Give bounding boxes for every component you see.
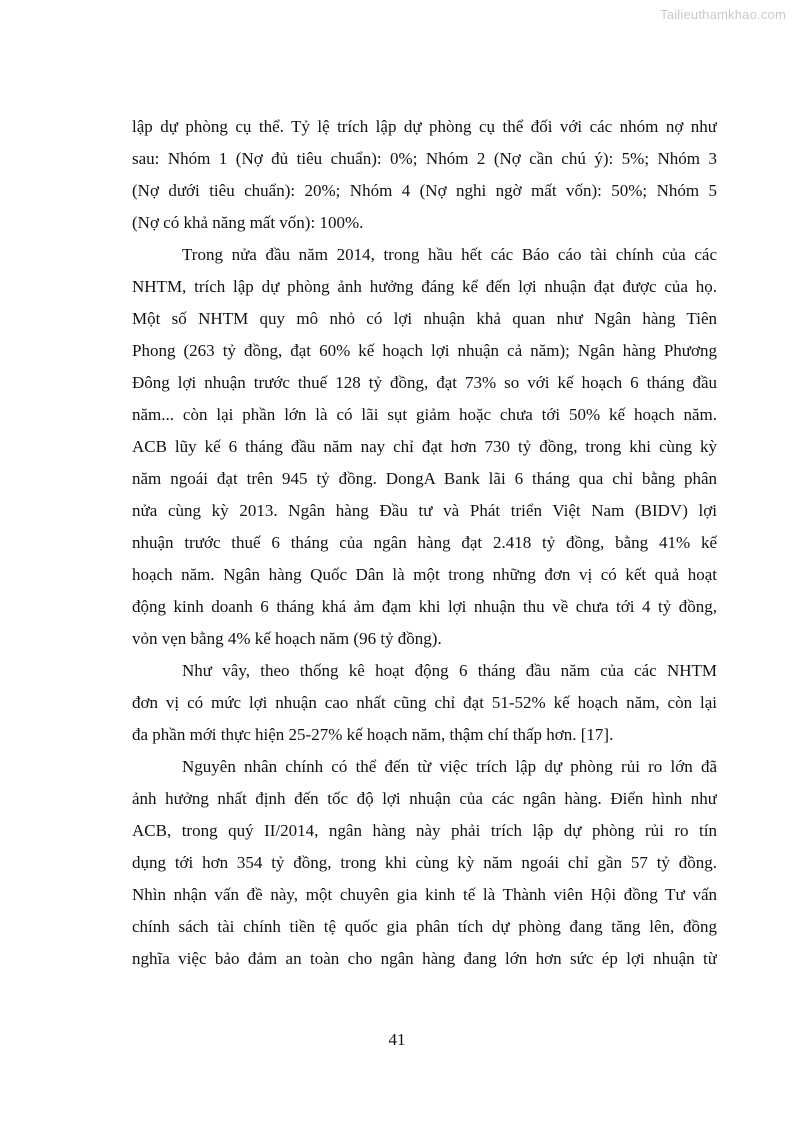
text-line: ảnh hưởng nhất định đến tốc độ lợi nhuận của các ngân hàng. Điển hình như [132, 789, 717, 808]
text-line: Đông lợi nhuận trước thuế 128 tỷ đồng, đạt 73% so với kế hoạch 6 tháng đầu [132, 373, 717, 392]
text-line: nghĩa việc bảo đảm an toàn cho ngân hàng đang lớn hơn sức ép lợi nhuận từ [132, 949, 717, 968]
text-line: hoạch năm. Ngân hàng Quốc Dân là một trong những đơn vị có kết quả hoạt [132, 565, 717, 584]
text-line: Như vây, theo thống kê hoạt động 6 tháng đầu năm của các NHTM [182, 661, 717, 680]
text-line: ACB lũy kế 6 tháng đầu năm nay chỉ đạt hơn 730 tỷ đồng, trong khi cùng kỳ [132, 437, 717, 456]
text-line: vỏn vẹn bằng 4% kế hoạch năm (96 tỷ đồng). [132, 629, 442, 648]
text-line: nhuận trước thuế 6 tháng của ngân hàng đạt 2.418 tỷ đồng, bằng 41% kế [132, 533, 717, 552]
text-line: Một số NHTM quy mô nhỏ có lợi nhuận khả quan như Ngân hàng Tiên [132, 309, 717, 328]
text-line: (Nợ có khả năng mất vốn): 100%. [132, 213, 364, 232]
text-line: lập dự phòng cụ thể. Tỷ lệ trích lập dự phòng cụ thể đối với các nhóm nợ như [132, 117, 717, 136]
text-line: Nguyên nhân chính có thể đến từ việc trích lập dự phòng rủi ro lớn đã [182, 757, 717, 776]
text-line: (Nợ dưới tiêu chuẩn): 20%; Nhóm 4 (Nợ nghi ngờ mất vốn): 50%; Nhóm 5 [132, 181, 717, 200]
text-line: đơn vị có mức lợi nhuận cao nhất cũng chỉ đạt 51-52% kế hoạch năm, còn lại [132, 693, 717, 712]
text-line: Trong nửa đầu năm 2014, trong hầu hết các Báo cáo tài chính của các [182, 245, 717, 264]
body-text [132, 111, 717, 975]
watermark: Tailieuthamkhao.com [660, 7, 786, 22]
paragraph-4 [132, 751, 717, 975]
text-line: động kinh doanh 6 tháng khá ảm đạm khi lợi nhuận thu về chưa tới 4 tỷ đồng, [132, 597, 717, 616]
text-line: sau: Nhóm 1 (Nợ đủ tiêu chuẩn): 0%; Nhóm 2 (Nợ cần chú ý): 5%; Nhóm 3 [132, 149, 717, 168]
text-line: ACB, trong quý II/2014, ngân hàng này phải trích lập dự phòng rủi ro tín [132, 821, 717, 840]
text-line: Nhìn nhận vấn đề này, một chuyên gia kinh tế là Thành viên Hội đồng Tư vấn [132, 885, 717, 904]
text-line: NHTM, trích lập dự phòng ảnh hưởng đáng kể đến lợi nhuận đạt được của họ. [132, 277, 717, 296]
text-line: đa phần mới thực hiện 25-27% kế hoạch năm, thậm chí thấp hơn. [17]. [132, 725, 614, 744]
paragraph-1 [132, 111, 717, 239]
paragraph-2 [132, 239, 717, 655]
text-line: nửa cùng kỳ 2013. Ngân hàng Đầu tư và Phát triển Việt Nam (BIDV) lợi [132, 501, 717, 520]
text-line: năm ngoái đạt trên 945 tỷ đồng. DongA Bank lãi 6 tháng qua chỉ bằng phân [132, 469, 717, 488]
text-line: năm... còn lại phần lớn là có lãi sụt giảm hoặc chưa tới 50% kế hoạch năm. [132, 405, 717, 424]
page-number: 41 [388, 1030, 406, 1049]
text-line: chính sách tài chính tiền tệ quốc gia phân tích dự phòng đang tăng lên, đồng [132, 917, 717, 936]
text-line: dụng tới hơn 354 tỷ đồng, trong khi cùng kỳ năm ngoái chỉ gần 57 tỷ đồng. [132, 853, 717, 872]
paragraph-3 [132, 655, 717, 751]
text-line: Phong (263 tỷ đồng, đạt 60% kế hoạch lợi nhuận cả năm); Ngân hàng Phương [132, 341, 717, 360]
